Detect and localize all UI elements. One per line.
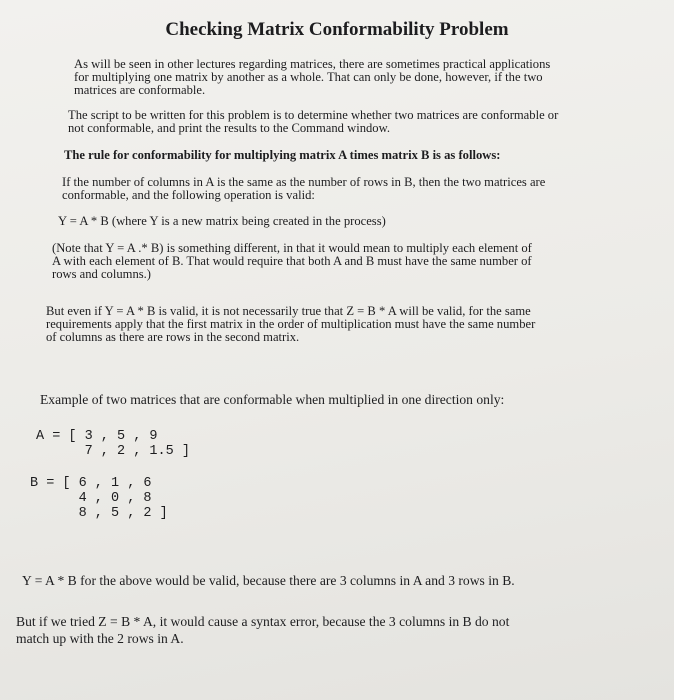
rule-line: If the number of columns in A is the same as the number of rows in B, then the two matrices are [62, 175, 546, 189]
note-paragraph [52, 242, 532, 281]
but-line: But even if Y = A * B is valid, it is not necessarily true that Z = B * A will be valid, for the same [46, 304, 531, 318]
note-line: A with each element of B. That would require that both A and B must have the same number of [52, 254, 532, 268]
matrix-b-line: 8 , 5 , 2 ] [30, 506, 168, 521]
script-line: not conformable, and print the results to the Command window. [68, 121, 391, 135]
but-paragraph [46, 305, 535, 344]
operation-line: Y = A * B (where Y is a new matrix being created in the process) [58, 214, 386, 228]
script-line: The script to be written for this problem is to determine whether two matrices are conformable or [68, 108, 559, 122]
matrix-b-line: B = [ 6 , 1 , 6 [30, 476, 152, 491]
rule-line: conformable, and the following operation is valid: [62, 188, 315, 202]
error-line: match up with the 2 rows in A. [16, 631, 184, 646]
matrix-b [30, 476, 168, 521]
rule-heading: The rule for conformability for multiplying matrix A times matrix B is as follows: [64, 148, 501, 162]
matrix-a-line: 7 , 2 , 1.5 ] [36, 444, 190, 459]
error-line: But if we tried Z = B * A, it would cause a syntax error, because the 3 columns in B do not [16, 614, 510, 629]
intro-paragraph [74, 58, 550, 97]
but-line: requirements apply that the first matrix in the order of multiplication must have the same number [46, 317, 536, 331]
intro-line: As will be seen in other lectures regarding matrices, there are sometimes practical applications [74, 57, 551, 71]
rule-paragraph [62, 176, 545, 202]
matrix-b-line: 4 , 0 , 8 [30, 491, 152, 506]
matrix-a [36, 429, 190, 459]
page-title: Checking Matrix Conformability Problem [165, 19, 509, 40]
intro-line: matrices are conformable. [74, 83, 206, 97]
note-line: (Note that Y = A .* B) is something different, in that it would mean to multiply each element of [52, 241, 532, 255]
script-paragraph [68, 109, 558, 135]
intro-line: for multiplying one matrix by another as a whole. That can only be done, however, if the two [74, 70, 543, 84]
note-line: rows and columns.) [52, 267, 151, 281]
matrix-a-line: A = [ 3 , 5 , 9 [36, 429, 158, 444]
error-paragraph [16, 613, 509, 647]
valid-statement: Y = A * B for the above would be valid, because there are 3 columns in A and 3 rows in B. [22, 573, 515, 588]
example-heading: Example of two matrices that are conformable when multiplied in one direction only: [40, 392, 505, 407]
but-line: of columns as there are rows in the second matrix. [46, 330, 300, 344]
